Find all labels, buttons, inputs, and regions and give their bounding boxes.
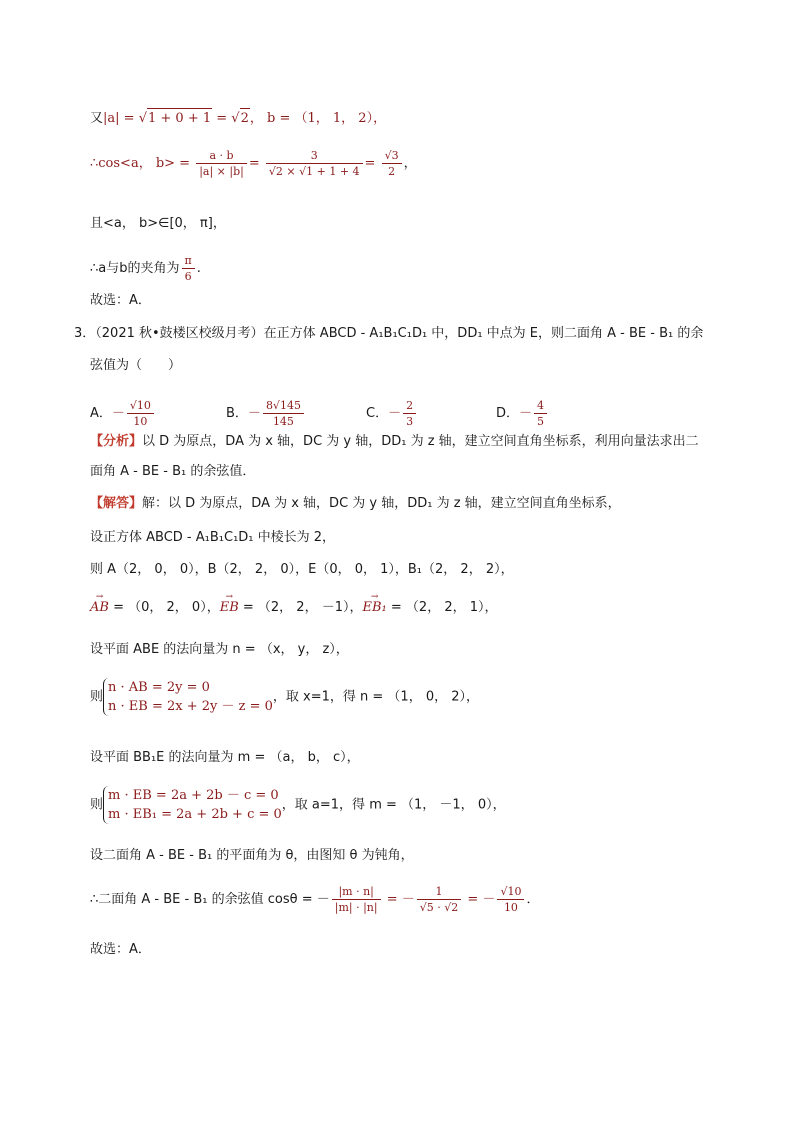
text-tail: ， — [403, 156, 417, 171]
option-fraction — [127, 398, 154, 429]
text-then: 则 — [90, 689, 104, 705]
solution-system-1 — [90, 678, 479, 716]
math-eq: = — [212, 111, 232, 126]
option-label: C． — [366, 406, 389, 421]
prev-solution-line-2: ∴cos<a， b> = $\frac{a \cdot b}{|a| \times |b|}$ = $\frac{3}{√2 \times √1 + 1 + 4}$ = $\frac{√3}{2}$ ， — [90, 149, 417, 178]
equation-row: m · EB₁ = 2a + 2b + c = 0 — [108, 807, 282, 822]
prev-solution-line-3: 且<a， b>∈[0， π]， — [90, 216, 226, 231]
fraction-num: a · b — [196, 148, 247, 164]
text-then: 则 — [90, 797, 104, 813]
option-label: B． — [226, 406, 248, 421]
vector-eb1: → EB₁ — [363, 598, 387, 618]
fraction-den: 10 — [503, 901, 518, 914]
option-fraction — [263, 398, 304, 429]
solution-line-4 — [90, 598, 498, 618]
vector-eb: → EB — [220, 598, 239, 618]
fraction-cos-3 — [497, 884, 524, 915]
solution-line-2: 设正方体 ABCD - A₁B₁C₁D₁ 中棱长为 2， — [90, 530, 336, 545]
math-eq: = － — [382, 892, 415, 907]
solution-line-7: 设平面 BB₁E 的法向量为 m = （a， b， c）， — [90, 750, 360, 765]
fraction-pi-6 — [182, 253, 195, 284]
text-tail: ． — [526, 892, 540, 907]
fraction-3 — [382, 148, 402, 179]
solution-line-9: 设二面角 A - BE - B₁ 的平面角为 θ，由图知 θ 为钝角， — [90, 848, 414, 863]
solution-line-3: 则 A（2， 0， 0），B（2， 2， 0），E（0， 0， 1），B₁（2， 2， 2）， — [90, 562, 514, 577]
problem-number: 3． — [74, 326, 96, 341]
option-c[interactable] — [366, 398, 418, 429]
fraction-num: 3 — [266, 148, 363, 164]
text-tail: . — [196, 261, 201, 276]
text-result: ，取 a=1，得 m = （1， －1， 0）， — [281, 797, 506, 813]
fraction-num: √3 — [382, 148, 402, 164]
fraction-num: 1 — [417, 884, 462, 900]
equation-row: m · EB = 2a + 2b － c = 0 — [108, 788, 279, 803]
fraction-cos-1 — [332, 884, 381, 915]
math-sqrt: 1 + 0 + 1 — [147, 108, 212, 129]
analysis-text: 以 D 为原点，DA 为 x 轴，DC 为 y 轴，DD₁ 为 z 轴，建立空间直角坐标系，利用向量法求出二 — [142, 434, 699, 449]
fraction-den: 2 — [388, 165, 396, 178]
sqrt-sign-2: √ — [231, 111, 240, 126]
vector-eb-value: = （2， 2， －1）， — [238, 600, 363, 615]
analysis-tag: 【分析】 — [90, 434, 143, 449]
equation-row: n · AB = 2y = 0 — [108, 680, 210, 695]
fraction-den: 145 — [272, 415, 294, 428]
solution-line-10 — [90, 884, 539, 915]
solution-text: 解：以 D 为原点，DA 为 x 轴，DC 为 y 轴，DD₁ 为 z 轴，建立空间直角坐标系， — [142, 496, 621, 511]
sqrt-sign: √ — [138, 111, 147, 126]
analysis-line-2: 面角 A - BE - B₁ 的余弦值． — [90, 464, 256, 479]
prev-solution-line-1 — [90, 108, 386, 129]
analysis-line-1 — [90, 432, 699, 452]
option-label: D． — [496, 406, 520, 421]
fraction-num: 8√145 — [263, 398, 304, 414]
solution-line-5: 设平面 ABE 的法向量为 n = （x， y， z）， — [90, 642, 349, 657]
option-sign: － — [519, 406, 533, 421]
option-sign: － — [111, 406, 125, 421]
equation-system — [103, 786, 282, 824]
fraction-den: 10 — [133, 415, 148, 428]
solution-answer: 故选：A． — [90, 942, 151, 957]
option-sign: － — [247, 406, 261, 421]
solution-tag: 【解答】 — [90, 496, 143, 511]
fraction-den: √2 × √1 + 1 + 4 — [268, 165, 360, 178]
option-sign: － — [388, 406, 402, 421]
fraction-den: |m| · |n| — [334, 901, 378, 914]
prev-solution-line-4 — [90, 253, 201, 284]
fraction-num: √10 — [127, 398, 154, 414]
option-fraction — [403, 398, 416, 429]
fraction-den: √5 · √2 — [419, 901, 459, 914]
fraction-den: |a| × |b| — [199, 165, 244, 178]
option-b[interactable] — [226, 398, 306, 429]
prev-answer: 故选：A． — [90, 293, 151, 308]
math-magnitude: |a| = — [103, 111, 139, 126]
text-angle: ∴a与b的夹角为 — [90, 261, 180, 276]
option-fraction — [534, 398, 547, 429]
equation-row: n · EB = 2x + 2y － z = 0 — [108, 699, 273, 714]
problem-stem-text: 在正方体 ABCD - A₁B₁C₁D₁ 中，DD₁ 中点为 E，则二面角 A - BE - B₁ 的余 — [263, 326, 704, 341]
solution-system-2 — [90, 786, 506, 824]
fraction-cos-2 — [417, 884, 462, 915]
option-a[interactable] — [90, 398, 156, 429]
math-vector-b: ， b = （1， 1， 2）， — [249, 111, 387, 126]
problem-stem-1 — [74, 324, 703, 344]
fraction-num: 2 — [403, 398, 416, 414]
option-label: A． — [90, 406, 112, 421]
math-sqrt2: 2 — [240, 108, 250, 129]
text-prefix: 又 — [90, 111, 104, 126]
fraction-num: √10 — [497, 884, 524, 900]
fraction-num: 4 — [534, 398, 547, 414]
vector-eb1-value: = （2， 2， 1）， — [386, 600, 498, 615]
fraction-den: 5 — [537, 415, 545, 428]
problem-source: （2021 秋•鼓楼区校级月考） — [95, 326, 264, 341]
math-cos: ∴cos<a， b> = — [90, 156, 195, 171]
solution-line-1 — [90, 494, 621, 514]
vector-ab-value: = （0， 2， 0）， — [108, 600, 220, 615]
text-cos: ∴二面角 A - BE - B₁ 的余弦值 cosθ = － — [90, 892, 330, 907]
option-d[interactable] — [496, 398, 549, 429]
fraction-den: 3 — [406, 415, 414, 428]
fraction-1 — [196, 148, 247, 179]
problem-stem-2: 弦值为（ ） — [90, 358, 182, 373]
vector-ab: → AB — [90, 598, 109, 618]
fraction-num: π — [182, 253, 195, 269]
fraction-num: |m · n| — [332, 884, 381, 900]
fraction-den: 6 — [184, 270, 192, 283]
equation-system — [103, 678, 273, 716]
text-result: ，取 x=1，得 n = （1， 0， 2）， — [272, 689, 480, 705]
fraction-2 — [266, 148, 363, 179]
math-eq: = － — [463, 892, 496, 907]
